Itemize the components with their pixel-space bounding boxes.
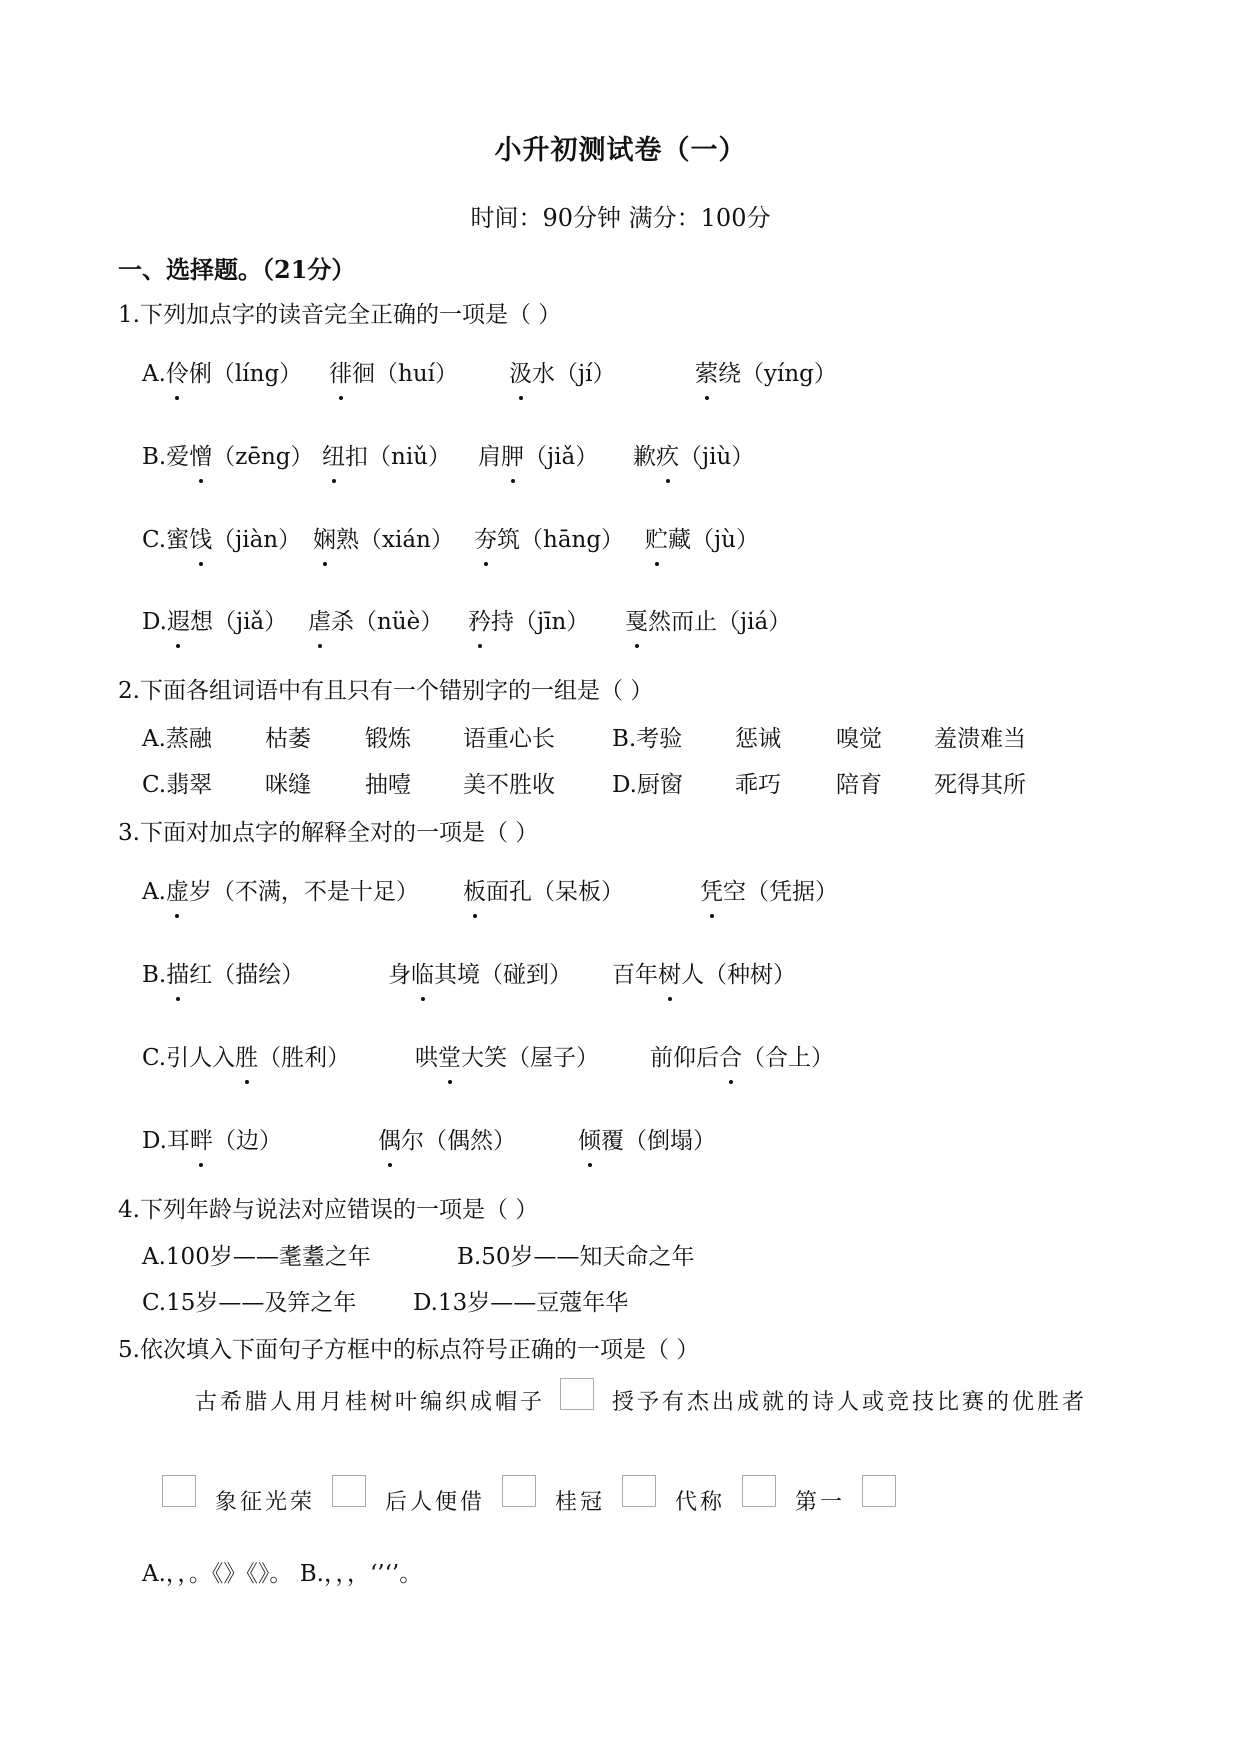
- q2-word: A.蒸融: [142, 726, 212, 752]
- q5-sentence-part-1: 古希腊人用月桂树叶编织成帽子: [195, 1390, 546, 1415]
- q3-b-item-3: 百年树人（种树）: [612, 956, 796, 989]
- q4-option-b: B.50岁——知天命之年: [457, 1244, 695, 1270]
- q1-a-item-4: 萦绕（yíng）: [695, 355, 837, 388]
- q1-c-item-2: 娴熟（xián）: [313, 521, 454, 554]
- question-5-stem: 5.依次填入下面句子方框中的标点符号正确的一项是（ ）: [118, 1337, 700, 1363]
- q5-blank-box-1: [560, 1378, 594, 1410]
- q3-a-item-2: 板面孔（呆板）: [463, 873, 624, 906]
- q2-word: 枯萎: [265, 726, 311, 752]
- q1-b-item-2: 纽扣（niǔ）: [322, 438, 451, 471]
- q2-word: 嗅觉: [836, 726, 882, 752]
- q3-d-item-2: 偶尔（偶然）: [378, 1122, 516, 1155]
- question-3-stem: 3.下面对加点字的解释全对的一项是（ ）: [118, 820, 539, 846]
- q1-d-item-3: 矜持（jīn）: [468, 603, 589, 636]
- q5-blank-box-3: [332, 1475, 366, 1507]
- q5-sentence-part-6: 代称: [675, 1490, 726, 1515]
- q1-c-item-3: 夯筑（hāng）: [474, 521, 624, 554]
- q1-a-item-1: A.伶俐（líng）: [142, 355, 302, 388]
- question-4-stem: 4.下列年龄与说法对应错误的一项是（ ）: [118, 1197, 539, 1223]
- q5-sentence-part-5: 桂冠: [555, 1490, 606, 1515]
- q1-c-item-4: 贮藏（jù）: [645, 521, 759, 554]
- q1-c-item-1: C.蜜饯（jiàn）: [142, 521, 301, 554]
- q5-sentence-part-3: 象征光荣: [215, 1490, 316, 1515]
- q1-d-item-1: D.遐想（jiǎ）: [142, 603, 287, 636]
- q2-word: 锻炼: [365, 726, 411, 752]
- q5-blank-box-5: [622, 1475, 656, 1507]
- q5-sentence-part-2: 授予有杰出成就的诗人或竞技比赛的优胜者: [612, 1390, 1088, 1415]
- q1-a-item-1-rest: 俐（líng）: [188, 361, 303, 387]
- q2-word: 抽噎: [365, 772, 411, 798]
- q4-option-a: A.100岁——耄耋之年: [142, 1244, 371, 1270]
- q4-option-d: D.13岁——豆蔻年华: [413, 1290, 629, 1316]
- q5-blank-box-2: [162, 1475, 196, 1507]
- question-2-stem: 2.下面各组词语中有且只有一个错别字的一组是（ ）: [118, 678, 654, 704]
- q1-d-item-2: 虐杀（nüè）: [308, 603, 443, 636]
- q5-blank-box-7: [862, 1475, 896, 1507]
- q1-b-item-1: B.爱憎（zēng）: [142, 438, 313, 471]
- q2-word: 语重心长: [463, 726, 555, 752]
- q2-word: 死得其所: [934, 772, 1026, 798]
- q2-word: 咪缝: [265, 772, 311, 798]
- q3-c-item-3: 前仰后合（合上）: [650, 1039, 834, 1072]
- question-1-stem: 1.下列加点字的读音完全正确的一项是（ ）: [118, 302, 562, 328]
- page-title: 小升初测试卷（一）: [494, 135, 747, 166]
- q3-b-item-2: 身临其境（碰到）: [388, 956, 572, 989]
- q1-b-item-3: 肩胛（jiǎ）: [478, 438, 598, 471]
- q5-sentence-part-4: 后人便借: [385, 1490, 486, 1515]
- exam-info: 时间：90分钟 满分：100分: [470, 204, 771, 232]
- q1-a-item-2: 徘徊（huí）: [329, 355, 458, 388]
- q3-d-item-3: 倾覆（倒塌）: [578, 1122, 716, 1155]
- q3-b-item-1: B.描红（描绘）: [142, 956, 304, 989]
- q3-c-item-2: 哄堂大笑（屋子）: [415, 1039, 599, 1072]
- q5-answer-options: A.，，。《》《》。 B.，，，‘’‘’。: [142, 1561, 423, 1587]
- q3-c-item-1: C.引人入胜（胜利）: [142, 1039, 350, 1072]
- q3-a-item-3: 凭空（凭据）: [700, 873, 838, 906]
- section-heading: 一、选择题。（21分）: [118, 255, 356, 284]
- q1-a-item-3: 汲水（jí）: [509, 355, 616, 388]
- q5-blank-box-4: [502, 1475, 536, 1507]
- q4-option-c: C.15岁——及笄之年: [142, 1290, 357, 1316]
- q1-d-item-4: 戛然而止（jiá）: [625, 603, 791, 636]
- q2-word: C.翡翠: [142, 772, 213, 798]
- q2-word: 美不胜收: [463, 772, 555, 798]
- q3-a-item-1: A.虚岁（不满，不是十足）: [142, 873, 419, 906]
- q2-word: 乖巧: [735, 772, 781, 798]
- q2-word: D.厨窗: [612, 772, 683, 798]
- q1-b-item-4: 歉疚（jiù）: [633, 438, 754, 471]
- q5-blank-box-6: [742, 1475, 776, 1507]
- q5-sentence-part-7: 第一: [795, 1490, 846, 1515]
- q2-word: 惩诫: [735, 726, 781, 752]
- q2-word: 羞溃难当: [934, 726, 1026, 752]
- q2-word: 陪育: [836, 772, 882, 798]
- q2-word: B.考验: [612, 726, 683, 752]
- q3-d-item-1: D.耳畔（边）: [142, 1122, 282, 1155]
